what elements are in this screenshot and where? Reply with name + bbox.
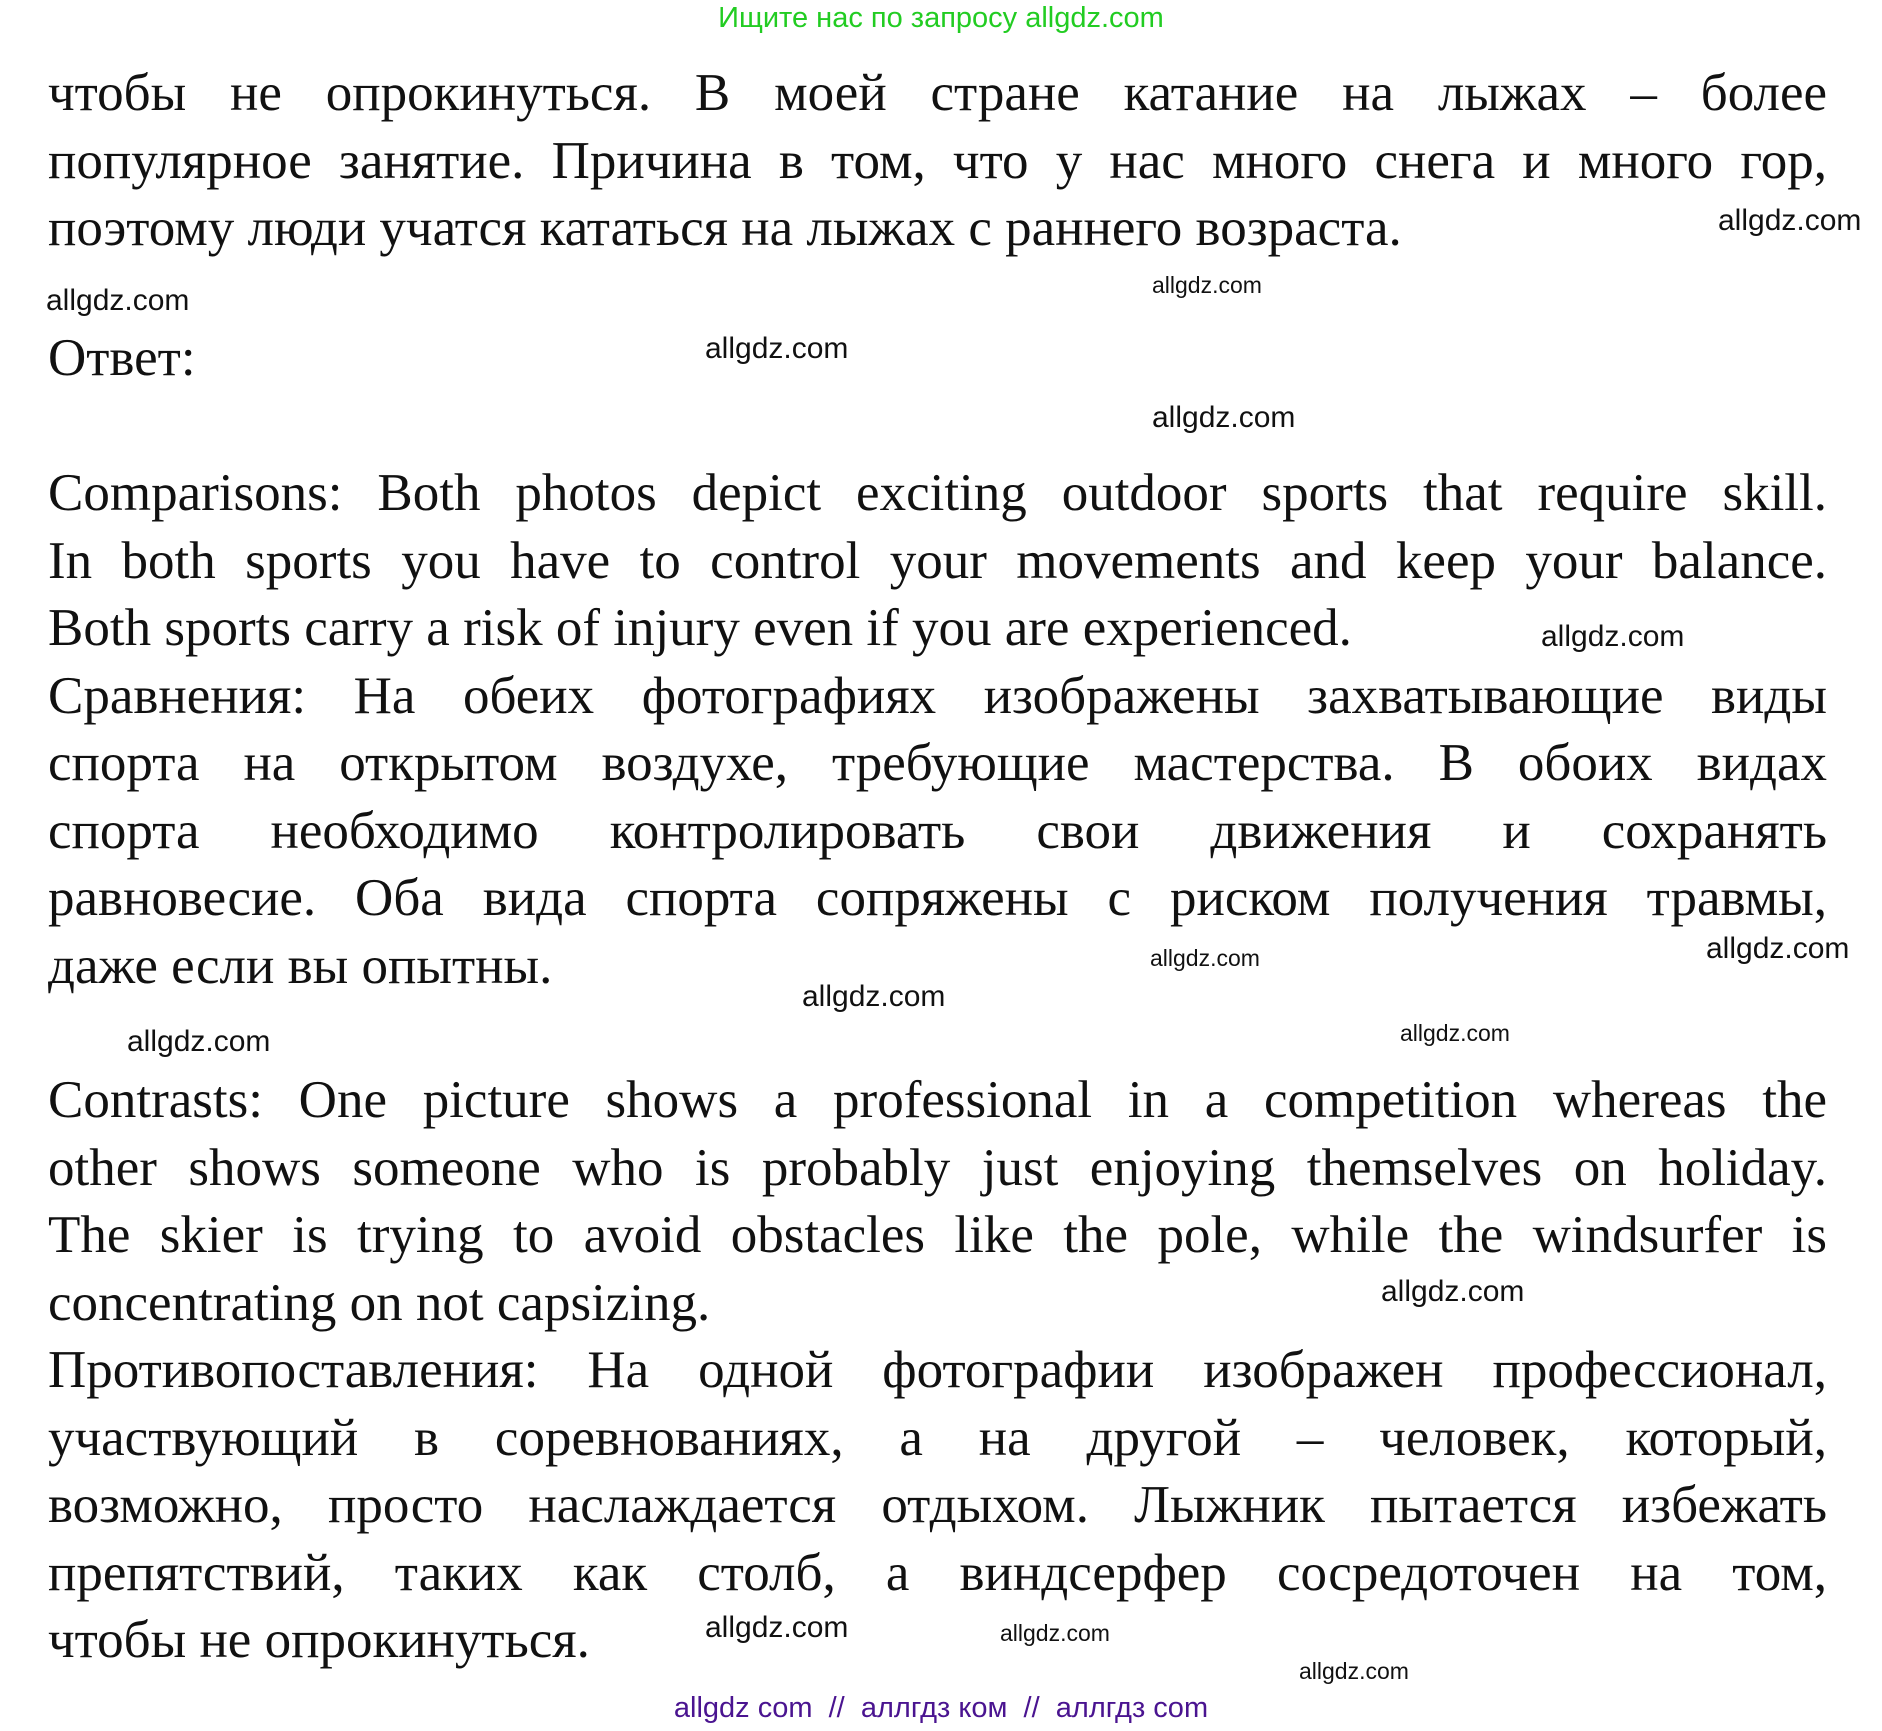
text-line: Contrasts: One picture shows a professional in a competition whereas the xyxy=(48,1071,1827,1129)
watermark: allgdz.com xyxy=(46,284,190,317)
text-line: Both sports carry a risk of injury even if you are experienced. xyxy=(48,599,1352,657)
text-line: участвующий в соревнованиях, а на другой – человек, который, xyxy=(48,1408,1827,1467)
text-line: чтобы не опрокинуться. В моей стране катание на лыжах – более xyxy=(48,64,1827,122)
text-line: препятствий, таких как столб, а виндсерфер сосредоточен на том, xyxy=(48,1543,1827,1602)
intro-paragraph xyxy=(48,60,1827,263)
text-line: Противопоставления: На одной фотографии изображен профессионал, xyxy=(48,1341,1827,1399)
text-line: чтобы не опрокинуться. xyxy=(48,1611,590,1669)
footer-links: allgdz com // аллгдз ком // аллгдз com xyxy=(673,1692,1209,1724)
watermark: allgdz.com xyxy=(127,1025,271,1058)
search-banner: Ищите нас по запросу allgdz.com xyxy=(718,2,1164,34)
watermark: allgdz.com xyxy=(1150,945,1260,971)
watermark: allgdz.com xyxy=(1400,1020,1510,1046)
text-line: concentrating on not capsizing. xyxy=(48,1273,711,1332)
text-line: other shows someone who is probably just enjoying themselves on holiday. xyxy=(48,1138,1827,1197)
watermark: allgdz.com xyxy=(1000,1620,1110,1646)
contrasts-paragraph xyxy=(48,1067,1827,1675)
watermark: allgdz.com xyxy=(802,980,946,1013)
text-line: возможно, просто наслаждается отдыхом. Лыжник пытается избежать xyxy=(48,1476,1827,1534)
text-line: спорта на открытом воздухе, требующие мастерства. В обоих видах xyxy=(48,734,1827,792)
watermark: allgdz.com xyxy=(1381,1275,1525,1308)
text-line: In both sports you have to control your movements and keep your balance. xyxy=(48,531,1827,590)
answer-heading xyxy=(48,325,1827,393)
text-line: Сравнения: На обеих фотографиях изображены захватывающие виды xyxy=(48,666,1827,725)
watermark: allgdz.com xyxy=(1152,272,1262,298)
watermark: allgdz.com xyxy=(705,1611,849,1644)
text-line: поэтому люди учатся кататься на лыжах с раннего возраста. xyxy=(48,199,1402,257)
comparisons-paragraph xyxy=(48,460,1827,1000)
text-line: The skier is trying to avoid obstacles like the pole, while the windsurfer is xyxy=(48,1206,1827,1264)
watermark: allgdz.com xyxy=(1718,204,1862,237)
watermark: allgdz.com xyxy=(1706,932,1850,965)
watermark: allgdz.com xyxy=(1541,620,1685,653)
watermark: allgdz.com xyxy=(1299,1658,1409,1684)
text-line: Comparisons: Both photos depict exciting outdoor sports that require skill. xyxy=(48,464,1827,522)
watermark: allgdz.com xyxy=(705,332,849,365)
text-line: равновесие. Оба вида спорта сопряжены с риском получения травмы, xyxy=(48,869,1827,927)
watermark: allgdz.com xyxy=(1152,401,1296,434)
text-line: спорта необходимо контролировать свои движения и сохранять xyxy=(48,801,1827,860)
text-line: популярное занятие. Причина в том, что у нас много снега и много гор, xyxy=(48,131,1827,190)
answer-label: Ответ: xyxy=(48,329,196,387)
text-line: даже если вы опытны. xyxy=(48,936,553,995)
